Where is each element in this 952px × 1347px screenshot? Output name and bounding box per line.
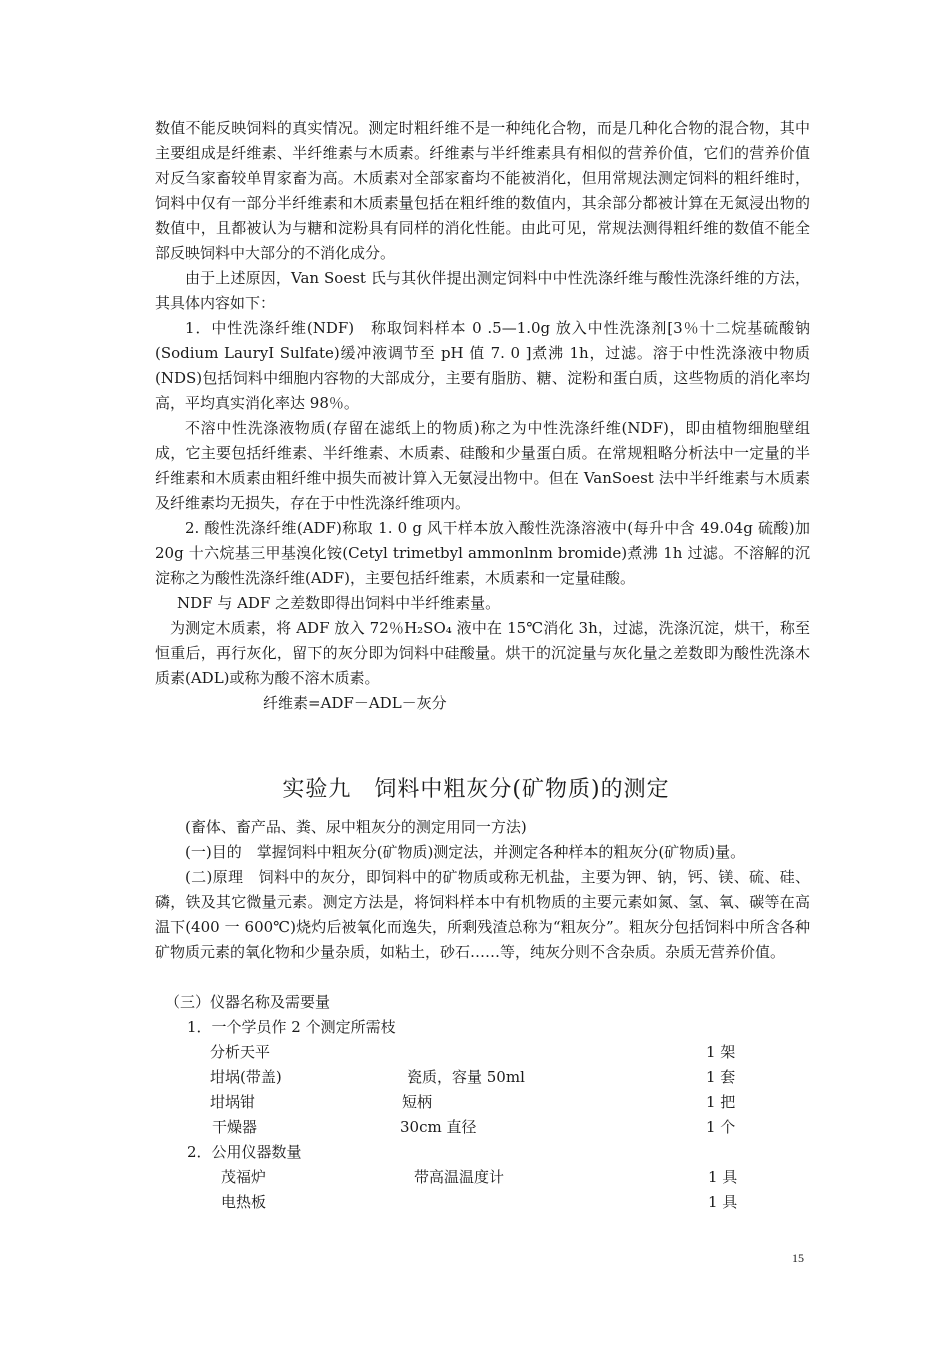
section-principle: (二)原理 饲料中的灰分，即饲料中的矿物质或称无机盐，主要为钾、钠，钙、镁、硫、硅、磷，铁及其它微量元素。测定方法是，将饲料样本中有机物质的主要元素如氮、氢、氧、碳等在高温下(400 一 600℃)烧灼后被氧化而逸失，所剩残渣总称为“粗灰分”。粗灰分包括饲料中所含各种矿物质元素的氧化物和少量杂质，如粘土，砂石……等，纯灰分则不含杂质。杂质无营养价值。 xyxy=(155,868,810,961)
instrument-spec: 瓷质，容量 50ml xyxy=(407,1068,525,1086)
paragraph-ndf-method: 1．中性洗涤纤维(NDF) 称取饲料样本 0 .5—1.0g 放入中性洗涤剂[3％十二烷基硫酸钠(Sodium LauryI Sulfate)缓冲液调节至 pH 值 7. 0 ]煮沸 1h，过滤。溶于中性洗涤液中物质(NDS)包括饲料中细胞内容物的大部成分，主要有脂肪、糖、淀粉和蛋白质，这些物质的消化率均高，平均真实消化率达 98％。 xyxy=(155,319,810,412)
instrument-spec: 30cm 直径 xyxy=(400,1118,477,1136)
instrument-qty: 1 具 xyxy=(708,1193,738,1211)
instrument-spec: 短柄 xyxy=(402,1093,433,1111)
paragraph-adf-method: 2. 酸性洗涤纤维(ADF)称取 1. 0 g 风干样本放入酸性洗涤溶液中(每升中含 49.04g 硫酸)加 20g 十六烷基三甲基溴化铵(Cetyl trimetbyl ammonlnm bromide)煮沸 1h 过滤。不溶解的沉淀称之为酸性洗涤纤维(ADF)，主要包括纤维素，木质素和一定量硅酸。 xyxy=(155,519,810,587)
instruments-heading: （三）仪器名称及需要量 xyxy=(165,993,331,1011)
paragraph-ndf-composition: 不溶中性洗涤液物质(存留在滤纸上的物质)称之为中性洗涤纤维(NDF)，即由植物细胞壁组成，它主要包括纤维素、半纤维素、木质素、硅酸和少量蛋白质。在常规粗略分析法中一定量的半纤维素和木质素由粗纤维中损失而被计算入无氨浸出物中。但在 VanSoest 法中半纤维素与木质素及纤维素均无损失，存在于中性洗涤纤维项内。 xyxy=(155,419,810,512)
instrument-qty: 1 架 xyxy=(706,1043,736,1061)
instrument-qty: 1 个 xyxy=(706,1118,736,1136)
section-aim: (一)目的 掌握饲料中粗灰分(矿物质)测定法，并测定各种样本的粗灰分(矿物质)量。 xyxy=(185,843,746,861)
instrument-qty: 1 把 xyxy=(706,1093,736,1111)
instrument-name: 电热板 xyxy=(221,1193,267,1211)
section-note: (畜体、畜产品、粪、尿中粗灰分的测定用同一方法) xyxy=(185,818,527,836)
instrument-name: 坩埚(带盖) xyxy=(210,1068,282,1086)
group2-heading: 2．公用仪器数量 xyxy=(187,1143,302,1161)
instrument-spec: 带高温温度计 xyxy=(414,1168,505,1186)
instrument-name: 分析天平 xyxy=(210,1043,271,1061)
instrument-qty: 1 套 xyxy=(706,1068,736,1086)
cellulose-formula: 纤维素=ADF－ADL－灰分 xyxy=(263,694,447,712)
paragraph-hemicellulose: NDF 与 ADF 之差数即得出饲料中半纤维素量。 xyxy=(177,594,501,612)
paragraph-crude-fiber-limitation: 数值不能反映饲料的真实情况。测定时粗纤维不是一种纯化合物，而是几种化合物的混合物，其中主要组成是纤维素、半纤维素与木质素。纤维素与半纤维素具有相似的营养价值，它们的营养价值对反刍家畜较单胃家畜为高。木质素对全部家畜均不能被消化，但用常规法测定饲料的粗纤维时，饲料中仅有一部分半纤维素和木质素量包括在粗纤维的数值内，其余部分都被计算在无氮浸出物的数值中，且都被认为与糖和淀粉具有同样的消化性能。由此可见，常规法测得粗纤维的数值不能全部反映饲料中大部分的不消化成分。 xyxy=(155,119,810,262)
paragraph-van-soest-intro: 由于上述原因，Van Soest 氏与其伙伴提出测定饲料中中性洗涤纤维与酸性洗涤纤维的方法，其具体内容如下： xyxy=(155,269,810,312)
instrument-name: 茂福炉 xyxy=(221,1168,267,1186)
instrument-name: 干燥器 xyxy=(212,1118,258,1136)
page-number: 15 xyxy=(792,1251,804,1265)
group1-heading: 1．一个学员作 2 个测定所需枝 xyxy=(187,1018,396,1036)
section-title: 实验九 饲料中粗灰分(矿物质)的测定 xyxy=(282,777,670,802)
paragraph-lignin-method: 为测定木质素，将 ADF 放入 72％H₂SO₄ 液中在 15℃消化 3h，过滤，洗涤沉淀，烘干，称至恒重后，再行灰化，留下的灰分即为饲料中硅酸量。烘干的沉淀量与灰化量之差数即为酸性洗涤木质素(ADL)或称为酸不溶木质素。 xyxy=(155,619,810,687)
instrument-qty: 1 具 xyxy=(708,1168,738,1186)
instrument-name: 坩埚钳 xyxy=(210,1093,256,1111)
